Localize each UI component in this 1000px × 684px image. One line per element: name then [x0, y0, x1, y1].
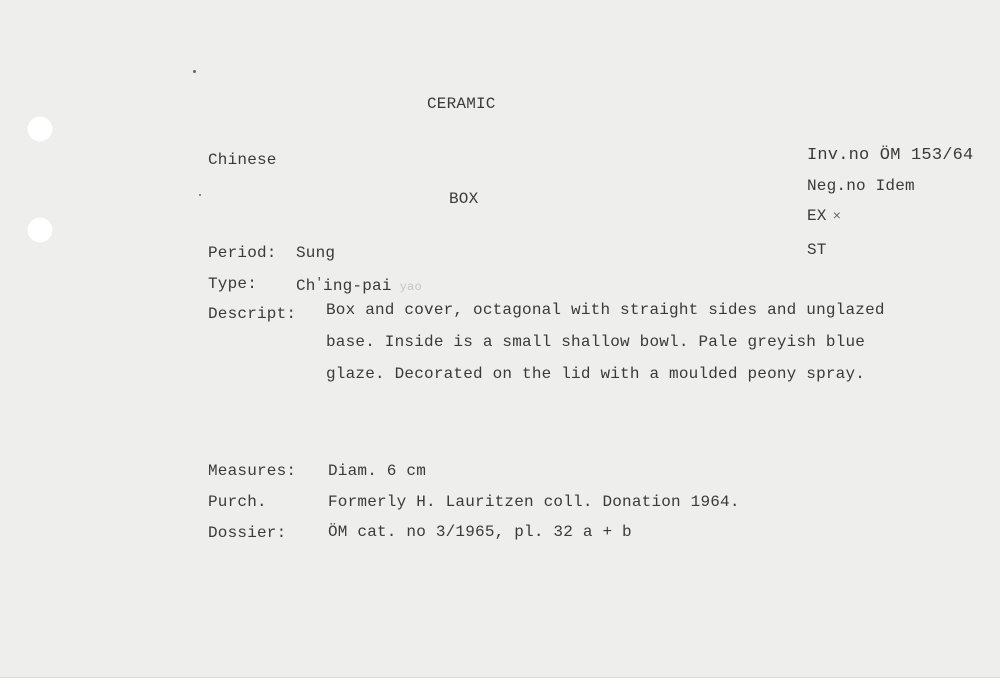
period-label: Period:	[208, 244, 277, 262]
punch-hole-top	[27, 116, 53, 142]
dossier-value: ÖM cat. no 3/1965, pl. 32 a + b	[328, 523, 632, 541]
descript-label: Descript:	[208, 305, 297, 323]
object-name: BOX	[449, 190, 479, 208]
measures-value: Diam. 6 cm	[328, 462, 427, 480]
negative-number: Neg.no Idem	[807, 177, 915, 195]
type-value-faint: yao	[399, 280, 422, 294]
card-heading: CERAMIC	[427, 95, 496, 113]
speck	[193, 70, 196, 73]
punch-hole-bottom	[27, 217, 53, 243]
descript-line: base. Inside is a small shallow bowl. Pale greyish blue	[326, 333, 866, 351]
descript-line: Box and cover, octagonal with straight sides and unglazed	[326, 301, 885, 319]
type-value-b: ing-pai	[323, 277, 392, 295]
descript-line: glaze. Decorated on the lid with a moulded peony spray.	[326, 365, 866, 383]
inventory-number: Inv.no ÖM 153/64	[807, 146, 974, 165]
ex-mark: ×	[832, 209, 842, 225]
ex-label: EX	[807, 207, 827, 225]
type-value-a: Ch	[296, 277, 316, 295]
ex-field	[807, 206, 841, 227]
purch-value: Formerly H. Lauritzen coll. Donation 1964.	[328, 493, 740, 511]
type-label: Type:	[208, 275, 258, 293]
dossier-label: Dossier:	[208, 524, 287, 542]
type-value-apostrophe: '	[315, 276, 324, 290]
speck	[199, 194, 201, 196]
measures-label: Measures:	[208, 462, 297, 480]
origin: Chinese	[208, 151, 277, 169]
period-value: Sung	[296, 244, 336, 262]
purch-label: Purch.	[208, 493, 267, 511]
st-field: ST	[807, 241, 827, 259]
type-value	[296, 273, 422, 297]
